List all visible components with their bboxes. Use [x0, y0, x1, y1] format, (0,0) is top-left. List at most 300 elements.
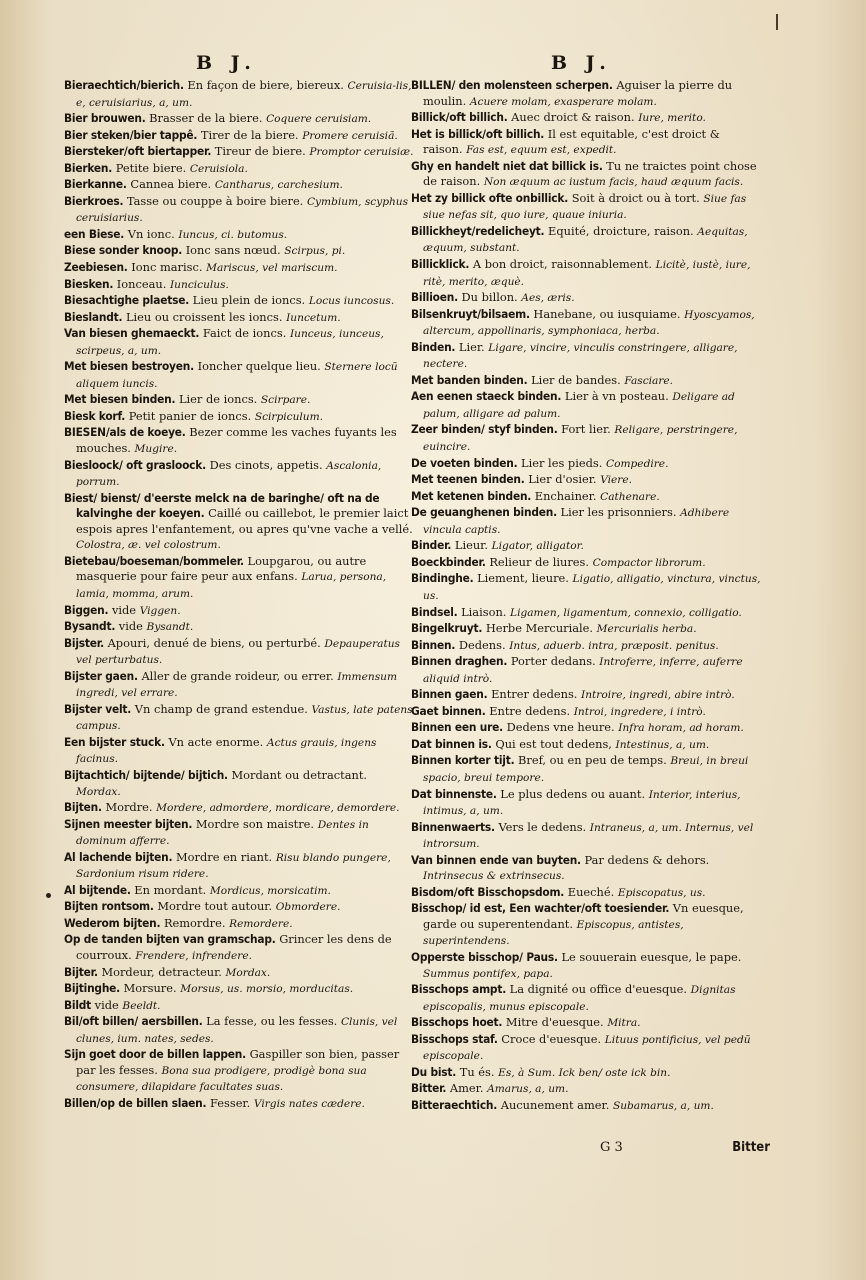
latin-gloss: Cathenare. [600, 490, 660, 503]
headword: Billen/op de billen slaen. [64, 1095, 207, 1110]
latin-gloss: Ceruisiola. [189, 162, 248, 175]
dictionary-entry [64, 768, 414, 800]
french-gloss: Entre dedens. [489, 703, 571, 718]
headword: Bijter. [64, 964, 98, 979]
dictionary-entry [411, 422, 761, 455]
french-gloss: Bezer comme les vaches fuyants les mouches. [76, 425, 397, 456]
headword: Biesk korf. [64, 408, 126, 423]
dictionary-entry [64, 603, 414, 620]
french-gloss: Aguiser la pierre du moulin. [423, 78, 733, 108]
french-gloss: Dedens vne heure. [506, 720, 615, 735]
french-gloss: Morsure. [123, 981, 177, 996]
french-gloss: Bref, ou en peu de temps. [518, 753, 667, 768]
latin-gloss: Vastus, late patens campus. [76, 703, 413, 733]
dictionary-entry [64, 326, 414, 359]
headword: Bierkanne. [64, 177, 127, 192]
latin-gloss: Clunis, vel clunes, ium. nates, sedes. [76, 1016, 398, 1045]
latin-gloss: Non æquum ac iustum facis, haud æquum facis. [483, 176, 744, 189]
latin-gloss: Dignitas episcopalis, munus episcopale. [423, 984, 736, 1013]
dictionary-entry [411, 901, 761, 950]
headword: Biersteker/oft biertapper. [64, 144, 212, 159]
french-gloss: Auec droict & raison. [511, 110, 635, 125]
french-gloss: Lier les prisonniers. [560, 505, 677, 520]
running-head-left: B J. [196, 52, 257, 74]
headword: Het is billick/oft billich. [411, 126, 545, 141]
french-gloss: Le souuerain euesque, le pape. [561, 949, 742, 964]
headword: Bieraechtich/bierich. [64, 78, 184, 92]
dictionary-entry [411, 389, 761, 422]
french-gloss: Qui est tout dedens, [495, 736, 612, 751]
dictionary-entry [411, 787, 761, 820]
dictionary-entry [64, 965, 414, 982]
latin-gloss: Introire, ingredi, abire intrò. [581, 689, 735, 702]
french-gloss: En façon de biere, biereux. [187, 78, 344, 92]
french-gloss: Croce d'euesque. [501, 1031, 602, 1046]
headword: Bijster velt. [64, 701, 132, 716]
latin-gloss: Licitè, iustè, iure, ritè, merito, æquè. [423, 259, 751, 288]
french-gloss: Vn acte enorme. [168, 734, 264, 749]
latin-gloss: Viere. [600, 474, 633, 487]
headword: Bitteraechtich. [411, 1097, 498, 1112]
dictionary-entry [64, 144, 414, 161]
dictionary-entry [411, 257, 761, 290]
headword: BIESEN/als de koeye. [64, 425, 186, 440]
dictionary-entry [411, 340, 761, 373]
french-gloss: Mordre son maistre. [195, 816, 315, 831]
french-gloss: Apouri, denué de biens, ou perturbé. [107, 635, 321, 650]
latin-gloss: Depauperatus vel perturbatus. [76, 637, 400, 667]
dictionary-entry [411, 737, 761, 754]
headword: Bilsenkruyt/bilsaem. [411, 306, 530, 321]
dictionary-entry [411, 373, 761, 390]
headword: Bijster gaen. [64, 668, 138, 683]
french-gloss: Faict de ioncs. [202, 326, 287, 341]
french-gloss: Eueché. [567, 884, 615, 899]
headword: Met ketenen binden. [411, 488, 532, 503]
french-gloss: Tu ne traictes point chose de raison. [423, 158, 757, 189]
dictionary-entry [64, 800, 414, 817]
latin-gloss: Mitra. [607, 1017, 641, 1030]
french-gloss: Ionc sans nœud. [185, 243, 281, 258]
french-gloss: Vn ionc. [127, 226, 175, 241]
latin-gloss: Cantharus, carchesium. [214, 179, 343, 192]
headword: Bitter. [411, 1081, 447, 1096]
headword: Bijtachtich/ bijtende/ bijtich. [64, 767, 228, 782]
dictionary-entry [411, 538, 761, 555]
french-gloss: Des cinots, appetis. [209, 457, 323, 472]
latin-gloss: Intestinus, a, um. [615, 738, 710, 751]
latin-gloss: Ascalonia, porrum. [76, 459, 382, 489]
headword: Binder. [411, 538, 452, 553]
running-head-right: B J. [551, 52, 612, 74]
latin-gloss: Bysandt. [146, 621, 194, 634]
latin-gloss: Episcopus, antistes, superintendens. [423, 918, 684, 948]
latin-gloss: Actus grauis, ingens facinus. [76, 736, 377, 766]
dictionary-entry [64, 669, 414, 702]
latin-gloss: Ligare, vincire, vinculis constringere, alligare, nectere. [423, 341, 738, 371]
french-gloss: Mordeur, detracteur. [101, 964, 222, 979]
right-column [411, 78, 761, 1114]
dictionary-entry [411, 654, 761, 687]
dictionary-entry [64, 702, 414, 735]
latin-gloss: Religare, perstringere, euincire. [423, 424, 738, 454]
dictionary-entry [411, 605, 761, 622]
dictionary-entry [64, 554, 414, 603]
dictionary-entry [411, 853, 761, 885]
french-gloss: Le plus dedens ou auant. [500, 786, 646, 801]
french-gloss: Entrer dedens. [491, 687, 578, 702]
signature-mark: G 3 [600, 1140, 623, 1155]
french-gloss: Petite biere. [115, 160, 187, 175]
headword: Binden. [411, 339, 456, 354]
catchword: Bitter [732, 1140, 770, 1155]
french-gloss: Lier les pieds. [521, 455, 603, 470]
french-gloss: Lieu plein de ioncs. [192, 293, 306, 308]
french-gloss: Ionceau. [116, 276, 167, 291]
headword: Bijster. [64, 635, 104, 650]
latin-gloss: Amarus, a, um. [487, 1083, 569, 1096]
headword: De geuanghenen binden. [411, 505, 557, 520]
french-gloss: Amer. [449, 1081, 484, 1096]
french-gloss: Tireur de biere. [214, 144, 306, 159]
headword: Een bijster stuck. [64, 734, 165, 749]
dictionary-entry [64, 619, 414, 636]
headword: Bindinghe. [411, 571, 474, 586]
latin-gloss: Cymbium, scyphus ceruisiarius. [76, 195, 409, 225]
dictionary-entry [411, 950, 761, 982]
headword: Aen eenen staeck binden. [411, 389, 562, 404]
french-gloss: Ioncher quelque lieu. [197, 359, 321, 374]
dictionary-entry [411, 159, 761, 191]
dictionary-entry [411, 753, 761, 786]
dictionary-entry [411, 191, 761, 224]
french-gloss: La dignité ou office d'euesque. [509, 982, 688, 997]
french-gloss: Du billon. [461, 290, 518, 305]
french-gloss: vide [118, 619, 143, 634]
dictionary-entry [411, 555, 761, 572]
french-gloss: Tirer de la biere. [200, 127, 299, 142]
headword: Bisschops hoet. [411, 1015, 503, 1030]
latin-gloss: Mordicus, morsicatim. [209, 884, 331, 897]
headword: een Biese. [64, 226, 125, 241]
headword: Bijten rontsom. [64, 899, 154, 914]
french-gloss: Relieur de liures. [489, 554, 590, 569]
dictionary-entry [411, 505, 761, 538]
latin-gloss: Frendere, infrendere. [135, 949, 252, 962]
french-gloss: Tasse ou couppe à boire biere. [126, 193, 304, 208]
dictionary-entry [64, 981, 414, 998]
latin-gloss: Bona sua prodigere, prodigè bona sua consumere, dilapidare facultates suas. [76, 1064, 367, 1094]
latin-gloss: Adhibere vincula captis. [423, 507, 730, 536]
headword: Bisschops ampt. [411, 982, 507, 997]
latin-gloss: Mordax. [76, 785, 121, 798]
french-gloss: Vn champ de grand estendue. [134, 701, 308, 716]
latin-gloss: Fas est, equum est, expedit. [466, 144, 617, 157]
dictionary-entry [411, 1065, 761, 1082]
headword: Du bist. [411, 1064, 457, 1079]
dictionary-entry [64, 932, 414, 964]
headword: Billicklick. [411, 257, 470, 272]
headword: Sijnen meester bijten. [64, 816, 193, 831]
latin-gloss: Es, à Sum. Ick ben/ oste ick bin. [498, 1066, 671, 1079]
headword: Binnen een ure. [411, 720, 503, 735]
latin-gloss: Iunciculus. [169, 278, 229, 291]
french-gloss: En mordant. [134, 882, 207, 897]
latin-gloss: Risu blando pungere, Sardonium risum ridere. [76, 851, 391, 881]
dictionary-entry [64, 128, 414, 145]
french-gloss: Mordre en riant. [176, 849, 273, 864]
latin-gloss: Episcopatus, us. [617, 886, 706, 899]
latin-gloss: Dentes in dominum afferre. [76, 818, 369, 848]
headword: Billick/oft billich. [411, 110, 508, 125]
headword: Biesken. [64, 276, 114, 291]
headword: Met biesen bestroyen. [64, 359, 194, 374]
dictionary-entry [64, 409, 414, 426]
headword: Billickheyt/redelicheyt. [411, 223, 545, 238]
latin-gloss: Aes, æris. [521, 292, 575, 305]
dictionary-entry [411, 820, 761, 853]
french-gloss: Remordre. [163, 915, 226, 930]
french-gloss: Aucunement amer. [500, 1097, 610, 1112]
french-gloss: Lier à vn posteau. [564, 389, 669, 404]
headword: Bierken. [64, 160, 113, 175]
headword: Biest/ bienst/ d'eerste melck na de baringhe/ oft na de kalvinghe der koeyen. [64, 490, 380, 521]
headword: Sijn goet door de billen lappen. [64, 1047, 246, 1062]
headword: Zeer binden/ styf binden. [411, 422, 558, 437]
french-gloss: vide [94, 997, 119, 1012]
french-gloss: Lier d'osier. [528, 472, 597, 487]
headword: Bier brouwen. [64, 111, 146, 126]
latin-gloss: Obmordere. [275, 901, 341, 914]
french-gloss: Soit à droict ou à tort. [571, 190, 700, 205]
latin-gloss: Iuncus, ci. butomus. [178, 228, 288, 241]
french-gloss: Mordant ou detractant. [231, 767, 368, 782]
headword: Bijten. [64, 800, 102, 815]
dictionary-entry [64, 243, 414, 260]
dictionary-entry [411, 290, 761, 307]
latin-gloss: Mariscus, vel mariscum. [206, 262, 338, 275]
headword: Wederom bijten. [64, 915, 161, 930]
headword: Binnen draghen. [411, 654, 508, 669]
headword: Dat binnenste. [411, 786, 497, 801]
headword: Bisschops staf. [411, 1031, 498, 1046]
headword: Biese sonder knoop. [64, 243, 183, 258]
headword: Bindsel. [411, 604, 458, 619]
dictionary-entry [64, 491, 414, 554]
french-gloss: Brasser de la biere. [149, 111, 263, 126]
french-gloss: Liement, lieure. [477, 571, 569, 586]
french-gloss: Lier de bandes. [531, 372, 621, 387]
latin-gloss: Iuncetum. [286, 311, 341, 324]
latin-gloss: Compedire. [605, 457, 669, 470]
french-gloss: Liaison. [461, 604, 507, 619]
headword: Bieslandt. [64, 309, 123, 324]
latin-gloss: Ceruisia-lis, e, ceruisiarius, a, um. [76, 80, 412, 109]
french-gloss: La fesse, ou les fesses. [206, 1014, 338, 1029]
headword: Bisschop/ id est, Een wachter/oft toesiender. [411, 901, 670, 916]
headword: Al bijtende. [64, 882, 131, 897]
latin-gloss: Introi, ingredere, i intrò. [573, 705, 706, 718]
headword: Van binnen ende van buyten. [411, 852, 581, 867]
dictionary-entry [411, 78, 761, 110]
dictionary-entry [64, 260, 414, 277]
headword: De voeten binden. [411, 455, 518, 470]
latin-gloss: Infra horam, ad horam. [618, 722, 744, 735]
dictionary-entry [64, 194, 414, 227]
latin-gloss: Remordere. [229, 917, 293, 930]
latin-gloss: Intraneus, a, um. Internus, vel introrsum. [423, 821, 754, 851]
dictionary-entry [64, 78, 414, 111]
headword: BILLEN/ den molensteen scherpen. [411, 78, 613, 92]
dictionary-entry [64, 111, 414, 128]
french-gloss: Herbe Mercuriale. [485, 621, 594, 636]
french-gloss: Tu és. [459, 1064, 495, 1079]
latin-gloss: Larua, persona, lamia, momma, arum. [76, 571, 387, 600]
dictionary-entry [411, 720, 761, 737]
headword: Gaet binnen. [411, 703, 486, 718]
french-gloss: Equité, droicture, raison. [548, 223, 694, 238]
french-gloss: Mordre tout autour. [157, 899, 273, 914]
headword: Bisdom/oft Bisschopsdom. [411, 884, 565, 899]
latin-gloss: Ligator, alligator. [491, 540, 584, 553]
latin-gloss: Ligamen, ligamentum, connexio, colligatio. [510, 606, 742, 619]
latin-gloss: Fasciare. [624, 374, 674, 387]
latin-gloss: Iure, merito. [638, 112, 706, 125]
dictionary-entry [64, 899, 414, 916]
margin-mark [776, 14, 778, 30]
dictionary-entry [411, 704, 761, 721]
dictionary-entry [64, 735, 414, 768]
dictionary-entry [411, 638, 761, 655]
latin-gloss: Scirpiculum. [254, 410, 324, 423]
dictionary-entry [64, 1047, 414, 1096]
french-gloss: Hanebane, ou iusquiame. [533, 306, 681, 321]
dictionary-entry [411, 489, 761, 506]
latin-gloss: Deligare ad palum, alligare ad palum. [423, 391, 735, 420]
french-gloss: Ionc marisc. [131, 260, 203, 275]
latin-gloss: Subamarus, a, um. [612, 1099, 714, 1112]
latin-gloss: Locus iuncosus. [308, 295, 395, 308]
headword: Met banden binden. [411, 372, 528, 387]
dictionary-entry [411, 1098, 761, 1115]
headword: Binnen korter tijt. [411, 753, 515, 768]
french-gloss: Cannea biere. [130, 177, 212, 192]
dictionary-entry [411, 885, 761, 902]
french-gloss: Par dedens & dehors. [584, 852, 710, 867]
headword: Binnenwaerts. [411, 819, 495, 834]
latin-gloss: Aequitas, æquum, substant. [423, 225, 748, 255]
headword: Boeckbinder. [411, 554, 486, 569]
french-gloss: Lieur. [454, 538, 488, 553]
french-gloss: Fesser. [209, 1095, 251, 1110]
headword: Binnen gaen. [411, 687, 488, 702]
dictionary-entry [411, 621, 761, 638]
french-gloss: Mordre. [105, 800, 153, 815]
french-gloss: Vers le dedens. [498, 819, 587, 834]
headword: Van biesen ghemaeckt. [64, 326, 200, 341]
dictionary-entry [64, 227, 414, 244]
headword: Bijtinghe. [64, 981, 121, 996]
latin-gloss: Promere ceruisiã. [302, 129, 398, 142]
french-gloss: Gaspiller son bien, passer par les fesses. [76, 1047, 400, 1077]
headword: Biggen. [64, 602, 109, 617]
latin-gloss: Intrinsecus & extrinsecus. [423, 870, 565, 883]
headword: Ghy en handelt niet dat billick is. [411, 158, 603, 173]
headword: Met biesen binden. [64, 392, 176, 407]
headword: Bierkroes. [64, 193, 124, 208]
french-gloss: Lier. [458, 339, 485, 354]
french-gloss: Caillé ou caillebot, le premier laict espois apres l'enfantement, ou apres qu'vne vache a vellé. [76, 506, 413, 536]
french-gloss: Mitre d'euesque. [505, 1015, 604, 1030]
latin-gloss: Mercurialis herba. [596, 623, 697, 636]
dictionary-entry [64, 883, 414, 900]
latin-gloss: Mugire. [134, 443, 178, 456]
dictionary-entry [64, 916, 414, 933]
french-gloss: Fort lier. [561, 422, 611, 437]
dictionary-entry [64, 1096, 414, 1113]
headword: Al lachende bijten. [64, 849, 173, 864]
french-gloss: vide [111, 602, 137, 617]
headword: Billioen. [411, 290, 458, 305]
dictionary-entry [411, 1015, 761, 1032]
french-gloss: Loupgarou, ou autre masquerie pour faire peur aux enfans. [76, 553, 367, 584]
latin-gloss: Sternere locũ aliquem iuncis. [76, 361, 398, 390]
latin-gloss: Introferre, inferre, auferre aliquid intrò. [423, 656, 743, 685]
dictionary-entry [411, 456, 761, 473]
latin-gloss: Morsus, us. morsio, morducitas. [180, 983, 354, 996]
dictionary-entry [411, 982, 761, 1015]
dictionary-entry [64, 359, 414, 392]
latin-gloss: Compactor librorum. [592, 556, 706, 569]
french-gloss: Petit panier de ioncs. [128, 408, 252, 423]
latin-gloss: Summus pontifex, papa. [423, 967, 553, 980]
headword: Bil/oft billen/ aersbillen. [64, 1014, 203, 1029]
french-gloss: Grincer les dens de courroux. [76, 932, 392, 962]
headword: Dat binnen is. [411, 736, 492, 751]
headword: Met teenen binden. [411, 472, 525, 487]
latin-gloss: Beeldt. [122, 999, 161, 1012]
dictionary-entry [64, 817, 414, 850]
headword: Bier steken/bier tappê. [64, 127, 198, 142]
headword: Op de tanden bijten van gramschap. [64, 932, 276, 947]
headword: Bietebau/boeseman/bommeler. [64, 553, 244, 568]
latin-gloss: Iunceus, iunceus, scirpeus, a, um. [76, 328, 384, 357]
latin-gloss: Interior, interius, intimus, a, um. [423, 788, 741, 818]
latin-gloss: Colostra, æ. vel colostrum. [76, 539, 221, 552]
dictionary-entry [411, 224, 761, 257]
latin-gloss: Viggen. [139, 604, 181, 617]
dictionary-entry [64, 850, 414, 883]
headword: Bildt [64, 997, 92, 1012]
dictionary-entry [411, 1032, 761, 1065]
headword: Het zy billick ofte onbillick. [411, 190, 569, 205]
headword: Biesloock/ oft grasloock. [64, 457, 206, 472]
latin-gloss: Scirpare. [260, 394, 311, 407]
dictionary-entry [64, 310, 414, 327]
dictionary-entry [411, 687, 761, 704]
french-gloss: Vn euesque, garde ou superentendant. [423, 901, 744, 931]
left-column [64, 78, 414, 1112]
headword: Bingelkruyt. [411, 621, 483, 636]
headword: Biesachtighe plaetse. [64, 293, 190, 308]
french-gloss: Lier de ioncs. [178, 392, 258, 407]
dictionary-entry [64, 636, 414, 669]
french-gloss: Enchainer. [534, 488, 597, 503]
dictionary-entry [64, 293, 414, 310]
dictionary-entry [64, 277, 414, 294]
headword: Zeebiesen. [64, 260, 128, 275]
latin-gloss: Mordax. [225, 966, 271, 979]
